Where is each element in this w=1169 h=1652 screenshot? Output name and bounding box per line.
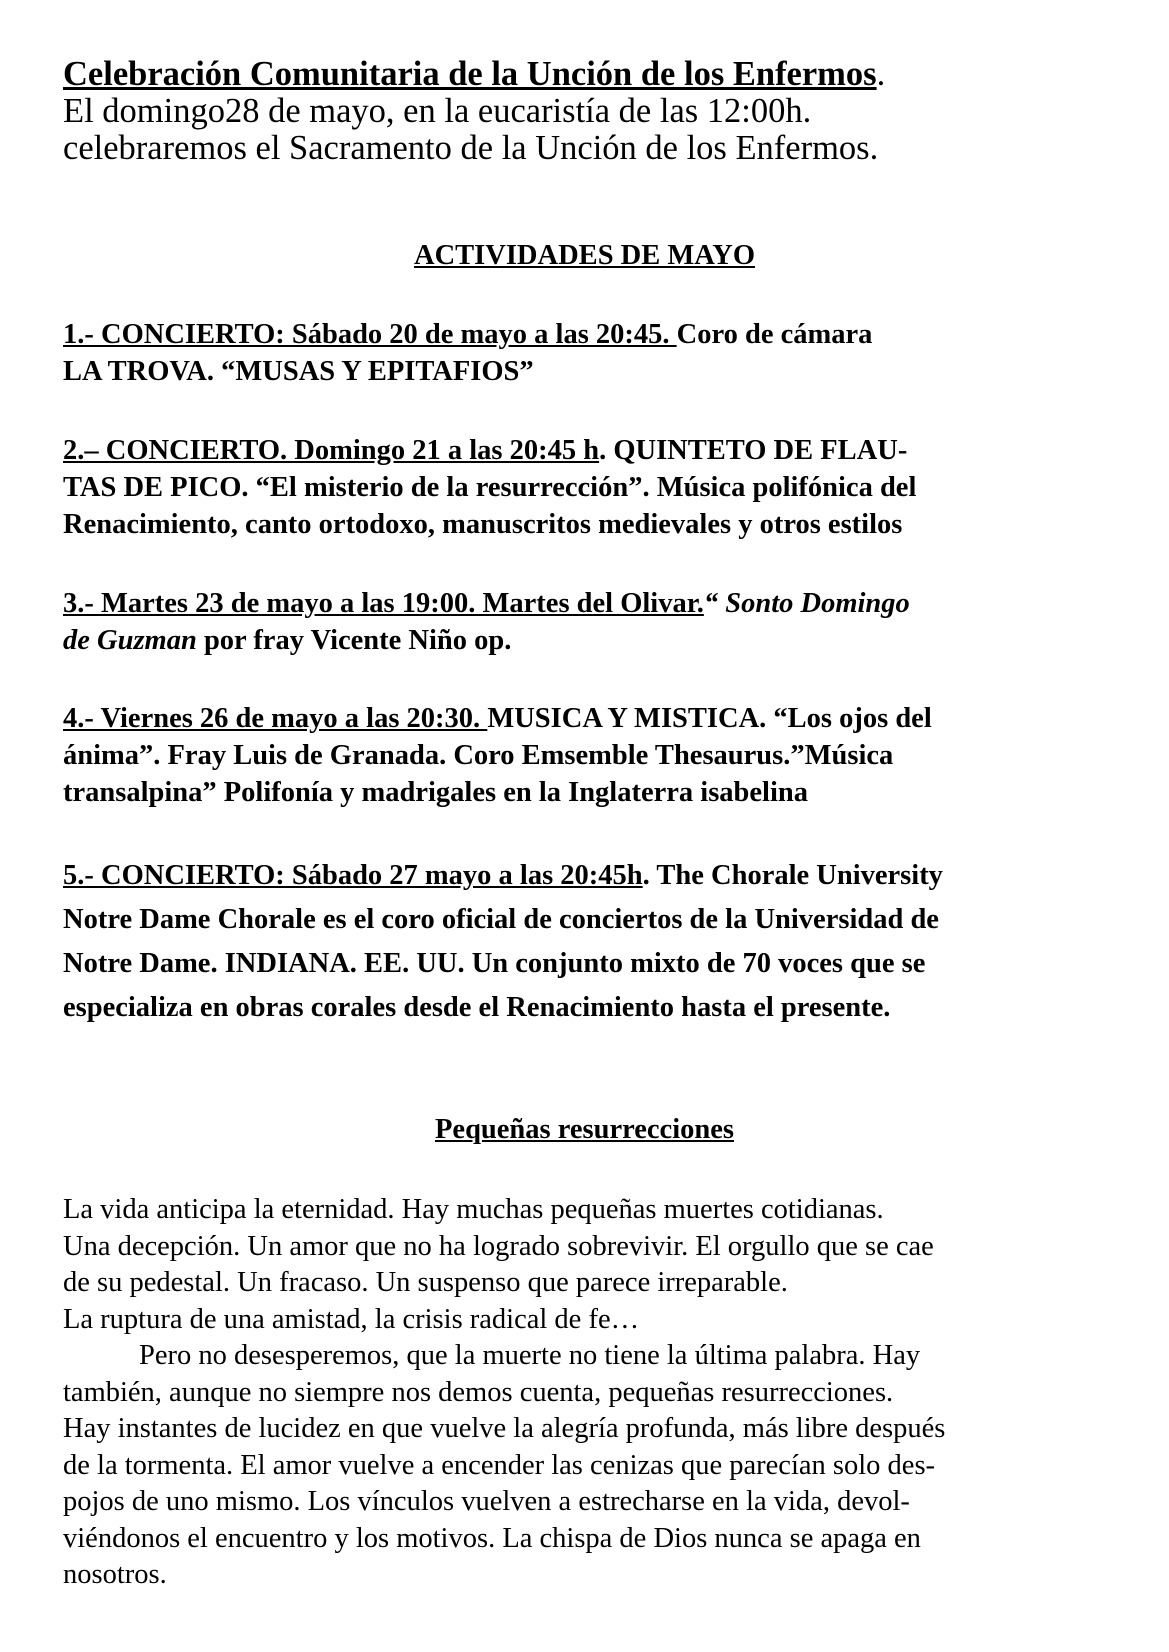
activities-heading: ACTIVIDADES DE MAYO: [414, 240, 755, 271]
reflection-paragraph-line: de la tormenta. El amor vuelve a encender las cenizas que parecían solo des-: [63, 1449, 936, 1481]
reflection-paragraph-line: Pero no desesperemos, que la muerte no tiene la última palabra. Hay: [139, 1340, 921, 1371]
reflection-paragraph-line: viéndonos el encuentro y los motivos. La chispa de Dios nunca se apaga en: [63, 1522, 921, 1554]
reflection-paragraph-line: también, aunque no siempre nos demos cuenta, pequeñas resurrecciones.: [63, 1376, 894, 1408]
intro-title-punct: .: [876, 55, 886, 93]
reflection-paragraph-line: nosotros.: [63, 1559, 167, 1590]
activity-item-4: [63, 700, 1113, 811]
reflection-paragraph-line: Hay instantes de lucidez en que vuelve la alegría profunda, más libre después: [63, 1413, 946, 1444]
activity-2-line-2: TAS DE PICO. “El misterio de la resurrección”. Música polifónica del: [63, 472, 917, 503]
activity-3-date: 3.- Martes 23 de mayo a las 19:00. Martes del Olivar.: [63, 588, 704, 619]
reflection-line: de su pedestal. Un fracaso. Un suspenso que parece irreparable.: [63, 1267, 788, 1298]
activity-4-line-2: ánima”. Fray Luis de Granada. Coro Emsemble Thesaurus.”Música: [63, 740, 894, 771]
activity-2-line-3: Renacimiento, canto ortodoxo, manuscritos medievales y otros estilos: [63, 509, 903, 540]
activity-5-date: 5.- CONCIERTO: Sábado 27 mayo a las 20:45h: [63, 860, 643, 891]
activity-item-5: [63, 854, 1113, 1030]
intro-title-line: [63, 56, 1123, 93]
activity-5-text: . The Chorale University: [642, 860, 943, 891]
activity-5-line-4: especializa en obras corales desde el Renacimiento hasta el presente.: [63, 992, 891, 1023]
activity-item-3: [63, 585, 1113, 659]
activity-1-line-2: LA TROVA. “MUSAS Y EPITAFIOS”: [63, 356, 534, 387]
reflection-line: Una decepción. Un amor que no ha logrado sobrevivir. El orgullo que se cae: [63, 1230, 934, 1262]
intro-block: [63, 56, 1123, 167]
intro-line-1: El domingo28 de mayo, en la eucaristía de las 12:00h.: [63, 92, 812, 130]
activity-2-text: . QUINTETO DE FLAU-: [599, 435, 908, 466]
activity-3-italic-1: “ Sonto Domingo: [703, 588, 910, 619]
intro-line-2: celebraremos el Sacramento de la Unción de los Enfermos.: [63, 129, 879, 167]
reflection-heading: Pequeñas resurrecciones: [435, 1114, 734, 1145]
activity-4-date: 4.- Viernes 26 de mayo a las 20:30.: [63, 703, 488, 734]
activity-5-line-3: Notre Dame. INDIANA. EE. UU. Un conjunto mixto de 70 voces que se: [63, 948, 926, 979]
reflection-paragraph-line: pojos de uno mismo. Los vínculos vuelven a estrecharse en la vida, devol-: [63, 1486, 910, 1517]
activity-2-date: 2.– CONCIERTO. Domingo 21 a las 20:45 h: [63, 435, 600, 466]
activity-5-line-2: Notre Dame Chorale es el coro oficial de conciertos de la Universidad de: [63, 904, 939, 935]
activity-item-1: [63, 316, 1113, 390]
intro-title: Celebración Comunitaria de la Unción de los Enfermos: [63, 55, 877, 93]
reflection-line: La vida anticipa la eternidad. Hay muchas pequeñas muertes cotidianas.: [63, 1194, 884, 1225]
activity-3-text: por fray Vicente Niño op.: [196, 625, 512, 656]
activity-4-text: MUSICA Y MISTICA. “Los ojos del: [487, 703, 932, 734]
reflection-line: La ruptura de una amistad, la crisis radical de fe…: [63, 1303, 640, 1335]
reflection-body: [63, 1192, 1123, 1594]
activity-item-2: [63, 432, 1113, 543]
activity-1-date: 1.- CONCIERTO: Sábado 20 de mayo a las 20:45.: [63, 319, 677, 350]
activity-4-line-3: transalpina” Polifonía y madrigales en la Inglaterra isabelina: [63, 777, 808, 808]
activity-3-italic-2: de Guzman: [63, 625, 197, 656]
activity-1-text: Coro de cámara: [676, 319, 873, 350]
